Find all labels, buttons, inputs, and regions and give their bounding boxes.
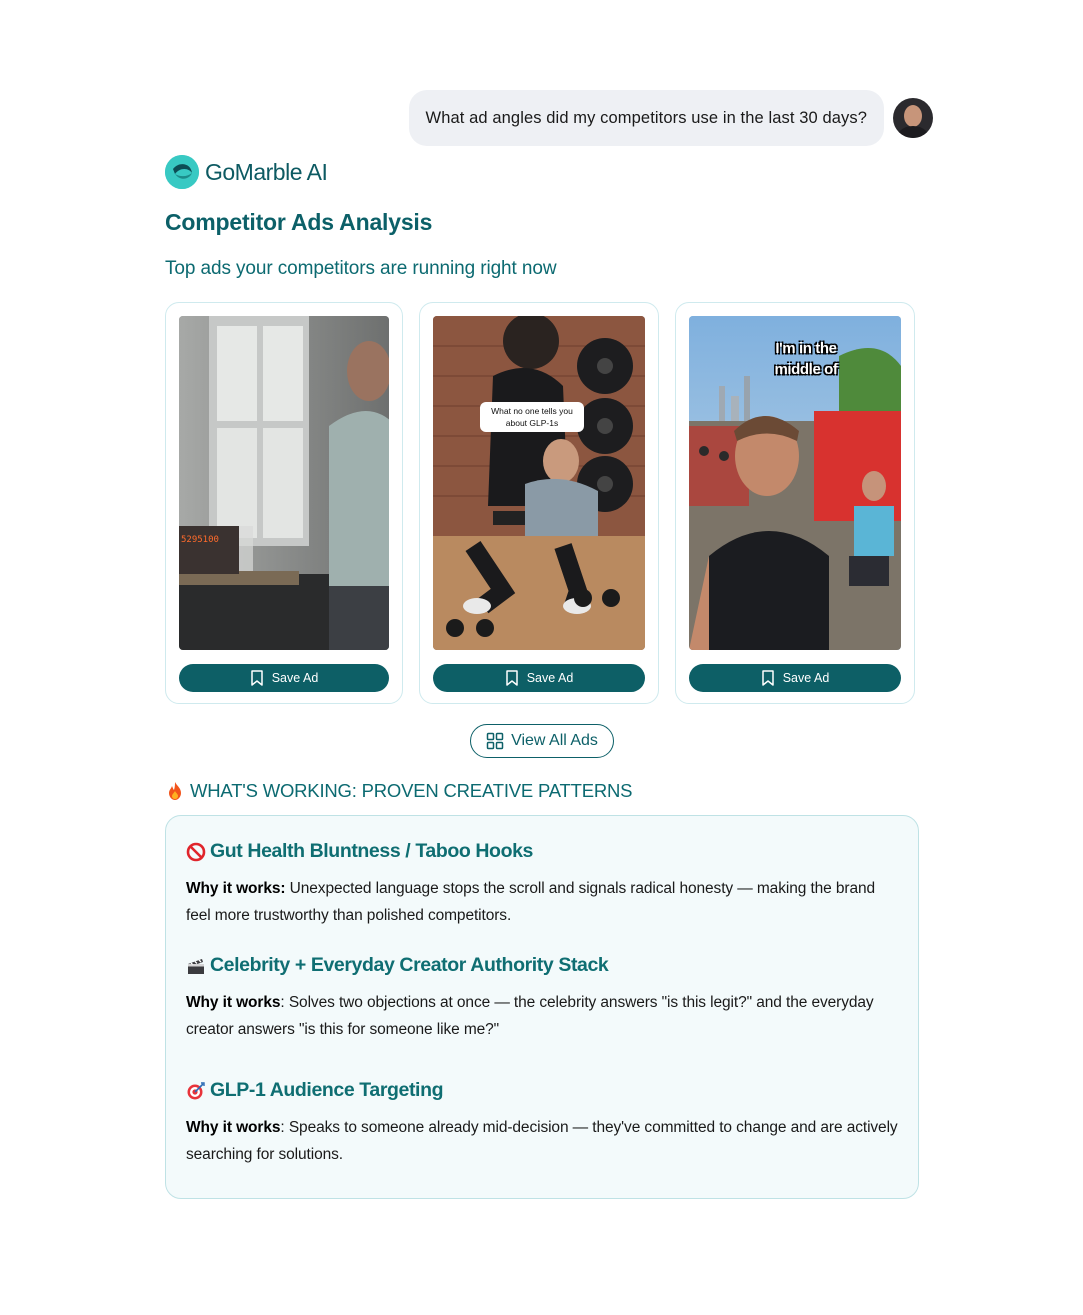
user-avatar[interactable] bbox=[893, 98, 933, 138]
target-icon bbox=[186, 1081, 206, 1101]
ad-card[interactable] bbox=[675, 302, 915, 704]
pattern-item bbox=[186, 1079, 898, 1168]
ad-cards bbox=[165, 302, 919, 704]
section-title: WHAT'S WORKING: PROVEN CREATIVE PATTERNS bbox=[190, 780, 633, 801]
pattern-title: Gut Health Bluntness / Taboo Hooks bbox=[210, 840, 533, 862]
grid-icon bbox=[486, 732, 504, 750]
patterns-panel bbox=[165, 815, 919, 1199]
bookmark-icon bbox=[505, 670, 519, 686]
save-ad-label: Save Ad bbox=[782, 671, 830, 685]
pattern-item bbox=[186, 954, 898, 1043]
pattern-title: Celebrity + Everyday Creator Authority Stack bbox=[210, 954, 609, 976]
no-entry-icon bbox=[186, 842, 206, 862]
ad-overlay-caption: What no one tells you about GLP-1s bbox=[480, 402, 584, 432]
view-all-ads-button[interactable] bbox=[470, 724, 614, 758]
brand-logo bbox=[165, 154, 919, 190]
report-title: Competitor Ads Analysis bbox=[165, 209, 433, 235]
gomarble-logo-icon bbox=[165, 155, 199, 189]
ad-card[interactable] bbox=[165, 302, 403, 704]
pattern-description: Why it works: Unexpected language stops the scroll and signals radical honesty — making the brand feel more trustworthy than polished competitors. bbox=[186, 880, 876, 924]
save-ad-button[interactable] bbox=[689, 664, 901, 692]
save-ad-label: Save Ad bbox=[271, 671, 319, 685]
user-message-row bbox=[409, 90, 933, 146]
pattern-item bbox=[186, 840, 898, 929]
ad-card[interactable] bbox=[419, 302, 659, 704]
pattern-title: GLP-1 Audience Targeting bbox=[210, 1079, 444, 1101]
clapper-board-icon bbox=[186, 956, 206, 976]
assistant-response bbox=[165, 154, 919, 1199]
save-ad-button[interactable] bbox=[179, 664, 389, 692]
brand-name: GoMarble AI bbox=[205, 158, 328, 185]
pattern-description: Why it works: Speaks to someone already mid-decision — they've committed to change and are actively searching for solutions. bbox=[186, 1119, 898, 1163]
ad-thumbnail[interactable] bbox=[433, 316, 645, 650]
section-heading bbox=[165, 780, 919, 802]
ad-overlay-caption: I'm in the middle of bbox=[774, 340, 838, 378]
save-ad-button[interactable] bbox=[433, 664, 645, 692]
bookmark-icon bbox=[761, 670, 775, 686]
svg-text:5295100: 5295100 bbox=[181, 535, 219, 545]
save-ad-label: Save Ad bbox=[526, 671, 574, 685]
view-all-ads-label: View All Ads bbox=[511, 732, 598, 749]
ad-thumbnail[interactable] bbox=[179, 316, 389, 650]
user-message-bubble: What ad angles did my competitors use in the last 30 days? bbox=[409, 90, 884, 146]
fire-icon bbox=[165, 781, 185, 801]
pattern-description: Why it works: Solves two objections at once — the celebrity answers "is this legit?" and the everyday creator answers "is this for someone like me?" bbox=[186, 994, 874, 1038]
bookmark-icon bbox=[250, 670, 264, 686]
ad-thumbnail[interactable] bbox=[689, 316, 901, 650]
report-subtitle: Top ads your competitors are running right now bbox=[165, 258, 557, 279]
